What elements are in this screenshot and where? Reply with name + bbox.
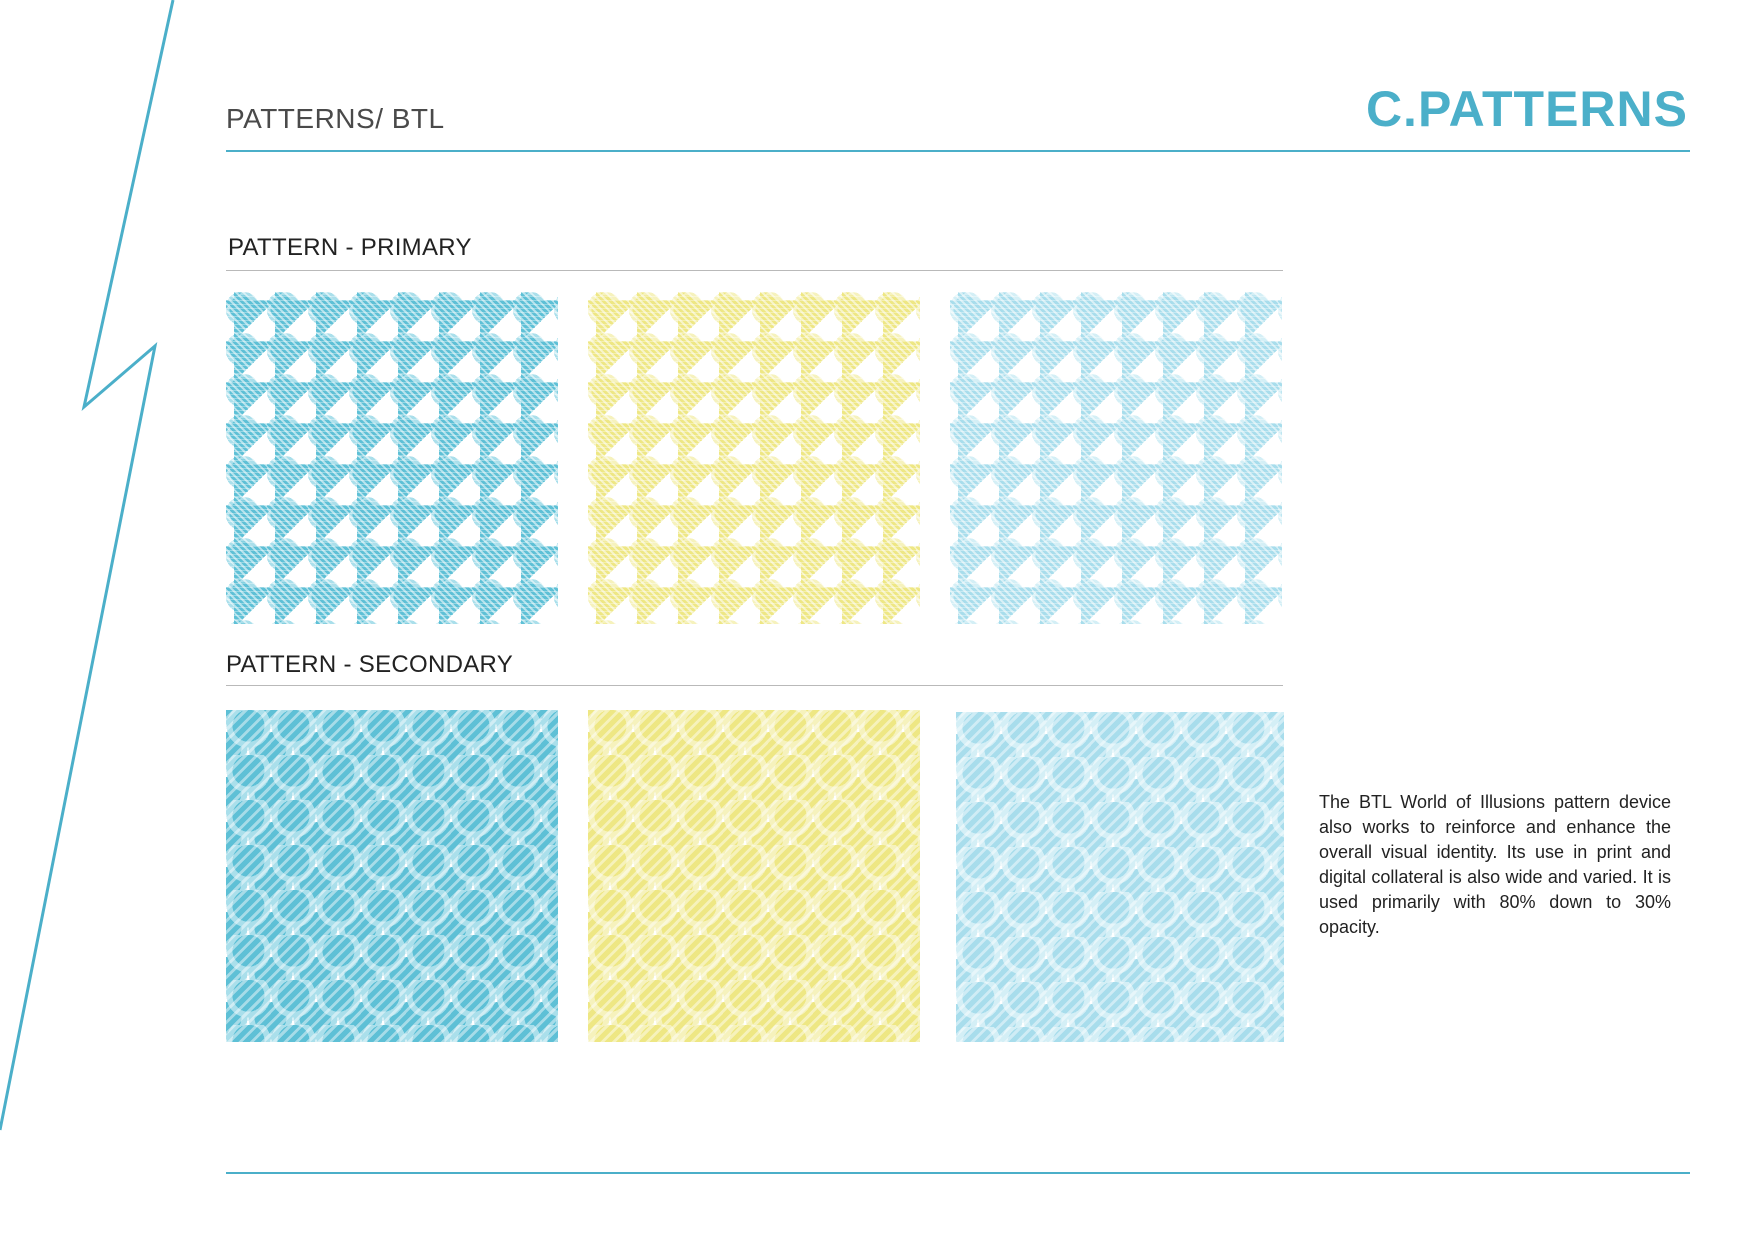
secondary-pattern-blue: [226, 710, 558, 1042]
secondary-section-divider: [226, 685, 1283, 686]
secondary-pattern-light-blue: [956, 712, 1284, 1042]
primary-section-label: PATTERN - PRIMARY: [228, 234, 472, 261]
primary-section-divider: [226, 270, 1283, 271]
header-divider: [226, 150, 1690, 152]
footer-divider: [226, 1172, 1690, 1174]
page-subtitle: PATTERNS/ BTL: [226, 103, 445, 134]
primary-pattern-yellow: [588, 292, 920, 624]
secondary-pattern-yellow: [588, 710, 920, 1042]
primary-pattern-blue: [226, 292, 558, 624]
primary-pattern-light-blue: [950, 292, 1282, 624]
secondary-section-label: PATTERN - SECONDARY: [226, 651, 514, 678]
lightning-bolt-graphic: [0, 0, 200, 1140]
page-title: C.PATTERNS: [1365, 81, 1688, 137]
pattern-description: The BTL World of Illusions pattern device also works to reinforce and enhance the overall visual identity. Its use in print and digital collateral is also wide and varied. It is used primarily with 80% down to 30% opacity.: [1319, 792, 1671, 937]
